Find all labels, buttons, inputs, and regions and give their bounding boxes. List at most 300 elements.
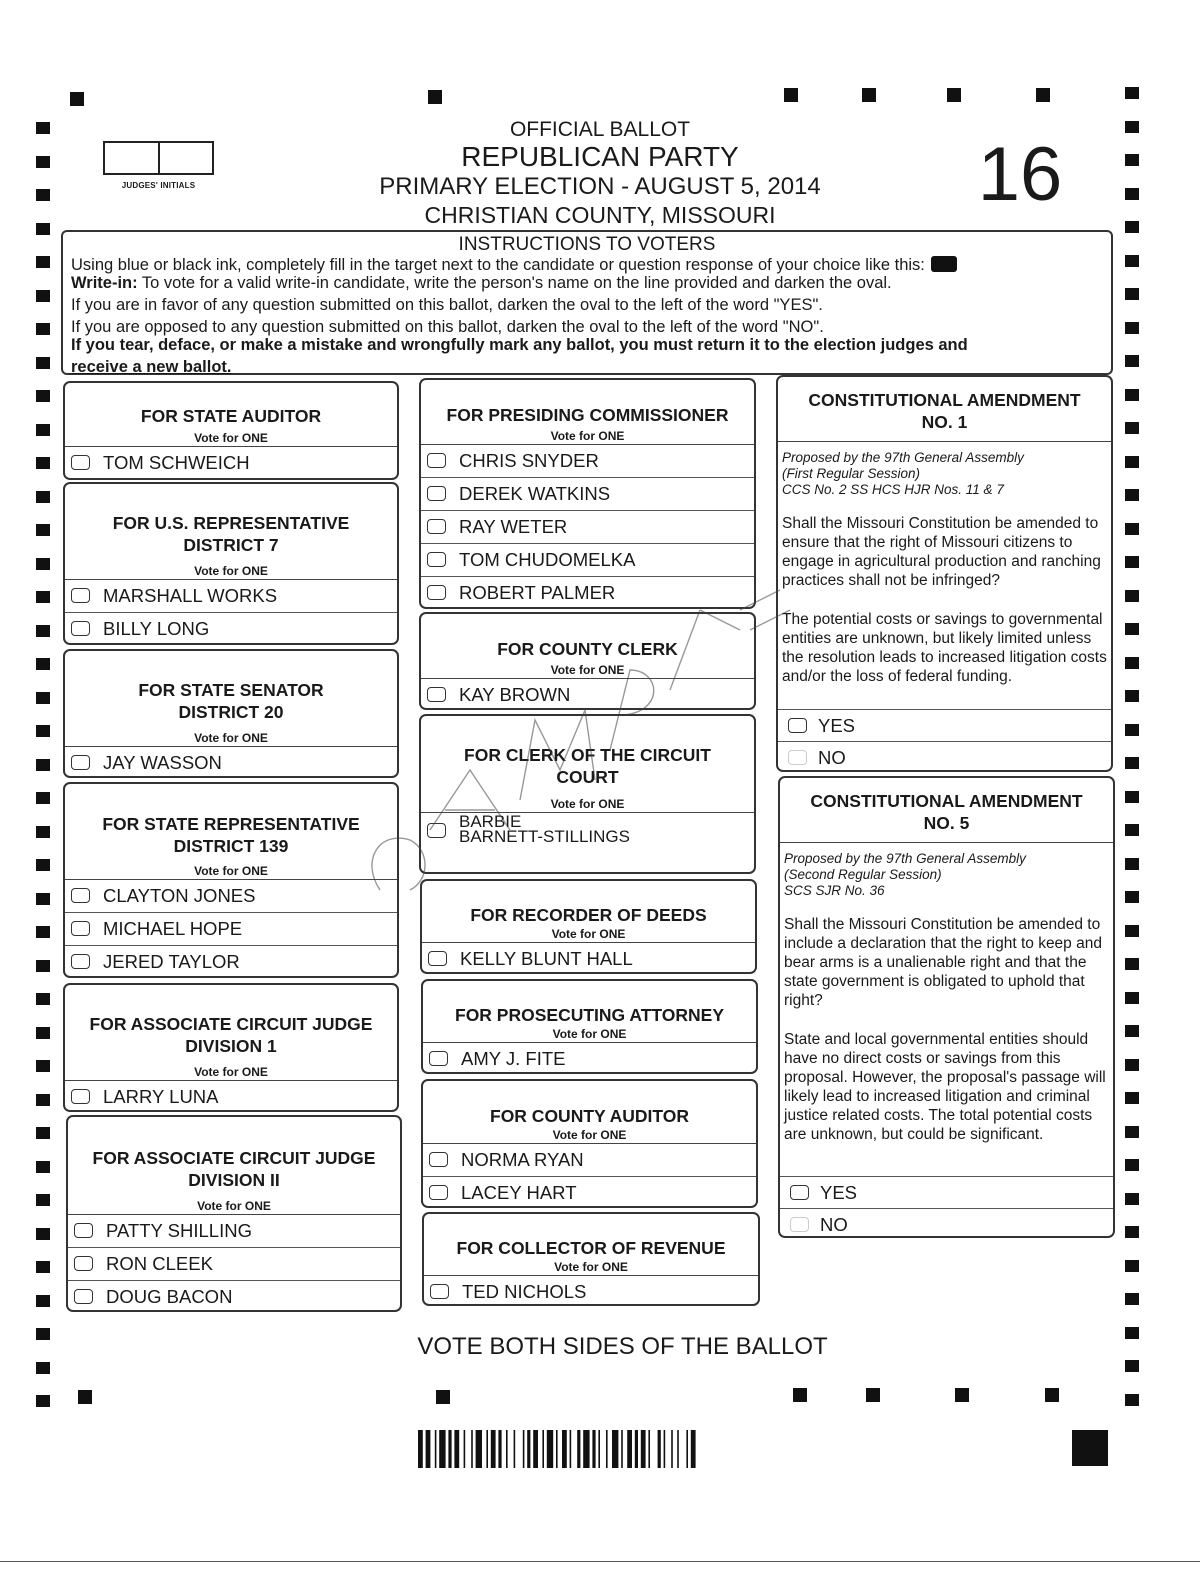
instruction-text: To vote for a valid write-in candidate, write the person's name on the line provided and darken the oval. <box>137 274 892 292</box>
vote-oval[interactable] <box>71 588 90 603</box>
timing-mark <box>1125 724 1139 736</box>
contest-recorder-of-deeds <box>420 879 757 974</box>
timing-mark <box>436 1390 450 1404</box>
candidate-row[interactable] <box>65 946 397 979</box>
candidate-name: BILLY LONG <box>103 618 210 639</box>
candidate-name: AMY J. FITE <box>461 1048 566 1069</box>
choice-yes[interactable] <box>778 709 1111 741</box>
choice-label: NO <box>820 1214 848 1235</box>
candidate-name: KELLY BLUNT HALL <box>460 948 633 969</box>
vote-oval[interactable] <box>790 1185 809 1200</box>
vote-oval[interactable] <box>71 455 90 470</box>
timing-mark <box>1125 891 1139 903</box>
contest-header <box>65 985 397 1081</box>
filled-oval-example <box>931 256 957 272</box>
choice-label: NO <box>818 747 846 768</box>
timing-mark <box>78 1390 92 1404</box>
party-heading: REPUBLICAN PARTY <box>461 141 739 172</box>
timing-mark <box>784 88 798 102</box>
barcode-bar <box>612 1430 618 1468</box>
timing-mark <box>862 88 876 102</box>
barcode-bar <box>606 1430 608 1468</box>
vote-instruction: Vote for ONE <box>550 429 625 443</box>
instruction-line: receive a new ballot. <box>71 358 232 376</box>
vote-oval[interactable] <box>71 1089 90 1104</box>
amendment-title <box>780 790 1113 834</box>
choice-no[interactable] <box>780 1208 1113 1240</box>
amendment-fiscal-note: State and local governmental entities should have no direct costs or savings from this proposal. However, the proposal's passage will likely lead to increased litigation and criminal justice related costs. The total potential costs are unknown, but could be significant. <box>784 1031 1106 1143</box>
amendment-title-line: CONSTITUTIONAL AMENDMENT <box>810 791 1083 811</box>
candidate-name: MICHAEL HOPE <box>103 918 243 939</box>
judges-initials-label: JUDGES' INITIALS <box>121 181 196 190</box>
contest-title-line: DISTRICT 139 <box>173 836 289 856</box>
barcode-bar <box>506 1430 508 1468</box>
contest-header <box>65 484 397 580</box>
timing-mark <box>36 1261 50 1273</box>
election-heading: PRIMARY ELECTION - AUGUST 5, 2014 <box>379 173 821 200</box>
candidate-row[interactable] <box>421 511 754 544</box>
instruction-line: If you are opposed to any question submitted on this ballot, darken the oval to the left of the word "NO". <box>71 318 824 336</box>
timing-mark <box>428 90 442 104</box>
timing-mark <box>1125 1126 1139 1138</box>
barcode-bar <box>498 1430 501 1468</box>
timing-mark <box>36 692 50 704</box>
proposal-line: (First Regular Session) <box>782 466 921 481</box>
instruction-line <box>71 274 892 293</box>
candidate-name-line: BARBIE <box>459 812 522 831</box>
timing-mark <box>1125 322 1139 334</box>
timing-mark <box>1125 657 1139 669</box>
contest-title-line: DIVISION II <box>188 1170 280 1190</box>
barcode-bar <box>658 1430 661 1468</box>
choice-label: YES <box>818 715 856 736</box>
timing-mark <box>1125 1360 1139 1372</box>
amendment-fiscal-note: The potential costs or savings to governmental entities are unknown, but likely limited unless the resolution leads to increased litigation costs and/or the loss of federal funding. <box>782 611 1107 685</box>
candidate-row[interactable] <box>421 577 754 610</box>
barcode-bar <box>677 1430 679 1468</box>
timing-mark <box>1125 1059 1139 1071</box>
vote-oval[interactable] <box>790 1217 809 1232</box>
barcode-bar <box>547 1430 553 1468</box>
timing-mark <box>36 658 50 670</box>
timing-mark <box>1125 456 1139 468</box>
candidate-name: DOUG BACON <box>106 1286 233 1307</box>
vote-oval[interactable] <box>427 453 446 468</box>
candidate-name-line: BARNETT-STILLINGS <box>459 827 630 846</box>
contest-header <box>421 716 754 813</box>
timing-mark <box>1125 422 1139 434</box>
timing-mark <box>36 725 50 737</box>
timing-mark <box>36 1295 50 1307</box>
amendment-body <box>778 442 1111 686</box>
candidate-row[interactable] <box>421 478 754 511</box>
candidate-name: CLAYTON JONES <box>103 885 256 906</box>
contest-title-line: FOR ASSOCIATE CIRCUIT JUDGE <box>92 1148 376 1168</box>
barcode-bar <box>648 1430 650 1468</box>
instruction-line: If you tear, deface, or make a mistake and wrongfully mark any ballot, you must return it to the election judges and <box>71 336 968 354</box>
vote-oval[interactable] <box>74 1289 93 1304</box>
contest-title: FOR COLLECTOR OF REVENUE <box>456 1238 726 1258</box>
vote-instruction: Vote for ONE <box>197 1199 271 1213</box>
contest-title-line: FOR STATE REPRESENTATIVE <box>102 814 360 834</box>
instructions-panel <box>61 230 1113 375</box>
candidate-name: MARSHALL WORKS <box>103 585 278 606</box>
contest-title: FOR STATE AUDITOR <box>140 406 322 426</box>
timing-mark <box>1125 791 1139 803</box>
vote-oval[interactable] <box>430 1284 449 1299</box>
contest-title <box>65 813 397 857</box>
vote-oval[interactable] <box>788 718 807 733</box>
barcode-bar <box>686 1430 688 1468</box>
barcode-bar <box>435 1430 437 1468</box>
candidate-row[interactable] <box>65 1081 397 1114</box>
contest-state-senator <box>63 649 399 778</box>
timing-mark <box>866 1388 880 1402</box>
candidate-name: NORMA RYAN <box>461 1149 584 1170</box>
vote-oval[interactable] <box>71 621 90 636</box>
timing-mark <box>1125 355 1139 367</box>
contest-title-line: FOR STATE SENATOR <box>138 680 324 700</box>
barcode-bar <box>426 1430 431 1468</box>
barcode-bar <box>627 1430 632 1468</box>
contest-title-line: FOR ASSOCIATE CIRCUIT JUDGE <box>89 1014 373 1034</box>
candidate-name: DEREK WATKINS <box>459 483 611 504</box>
instruction-line: If you are in favor of any question submitted on this ballot, darken the oval to the left of the word "YES". <box>71 296 823 314</box>
vote-instruction: Vote for ONE <box>194 564 268 578</box>
vote-oval[interactable] <box>427 585 446 600</box>
timing-mark <box>36 1060 50 1072</box>
barcode-end-mark <box>1072 1430 1108 1466</box>
timing-mark <box>36 591 50 603</box>
barcode-bar <box>691 1430 696 1468</box>
vote-instruction: Vote for ONE <box>550 797 625 811</box>
barcode-bar <box>664 1430 666 1468</box>
timing-mark <box>1125 992 1139 1004</box>
timing-mark <box>36 323 50 335</box>
contest-presiding-commissioner <box>419 378 756 609</box>
vote-oval[interactable] <box>429 1152 448 1167</box>
write-in-label: Write-in: <box>71 274 138 292</box>
contest-title <box>68 1147 400 1191</box>
candidate-row[interactable] <box>422 943 755 976</box>
contest-title <box>65 1013 397 1057</box>
timing-mark <box>1125 523 1139 535</box>
contest-title: FOR PROSECUTING ATTORNEY <box>455 1005 724 1025</box>
barcode-bar <box>454 1430 459 1468</box>
contest-header <box>423 1081 756 1144</box>
contest-header <box>422 881 755 943</box>
barcode-bar <box>464 1430 466 1468</box>
candidate-row[interactable] <box>424 1276 758 1309</box>
timing-mark <box>36 558 50 570</box>
contest-associate-circuit-judge-1 <box>63 983 399 1112</box>
barcode-bar <box>556 1430 558 1468</box>
timing-mark <box>36 1027 50 1039</box>
contest-title-line: DISTRICT 7 <box>183 535 279 555</box>
barcode-bar <box>635 1430 638 1468</box>
candidate-name: CHRIS SNYDER <box>459 450 599 471</box>
timing-mark <box>36 993 50 1005</box>
proposal-line: Proposed by the 97th General Assembly <box>784 851 1026 866</box>
vote-instruction: Vote for ONE <box>551 927 626 941</box>
timing-mark <box>36 893 50 905</box>
barcode-bar <box>671 1430 673 1468</box>
timing-mark <box>1125 1193 1139 1205</box>
timing-mark <box>793 1388 807 1402</box>
candidate-name: JERED TAYLOR <box>103 951 240 972</box>
barcode-bar <box>598 1430 600 1468</box>
vote-oval[interactable] <box>71 888 90 903</box>
timing-mark <box>1125 824 1139 836</box>
vote-instruction: Vote for ONE <box>194 1065 268 1079</box>
candidate-row[interactable] <box>68 1215 400 1248</box>
candidate-row[interactable] <box>421 544 754 577</box>
timing-mark <box>1125 255 1139 267</box>
amendment-header <box>778 377 1111 442</box>
vote-instruction: Vote for ONE <box>194 431 268 445</box>
ballot-number: 16 <box>977 132 1063 217</box>
vote-oval[interactable] <box>427 687 446 702</box>
timing-mark <box>36 926 50 938</box>
vote-oval[interactable] <box>71 954 90 969</box>
amendment-proposal <box>784 851 1109 899</box>
amendment-title <box>778 389 1111 433</box>
timing-mark <box>1125 1293 1139 1305</box>
timing-mark <box>70 92 84 106</box>
contest-header <box>421 614 754 679</box>
barcode-bar <box>471 1430 473 1468</box>
amendment-proposal <box>782 450 1107 498</box>
timing-mark <box>1125 87 1139 99</box>
timing-mark <box>1125 556 1139 568</box>
vote-oval[interactable] <box>429 1185 448 1200</box>
contest-title <box>65 679 397 723</box>
timing-mark <box>36 1395 50 1407</box>
candidate-row[interactable] <box>65 613 397 646</box>
barcode-bar <box>514 1430 516 1468</box>
barcode <box>418 1430 911 1468</box>
contest-county-auditor <box>421 1079 758 1208</box>
amendment-title-line: CONSTITUTIONAL AMENDMENT <box>808 390 1081 410</box>
contest-header <box>65 651 397 747</box>
contest-title-line: FOR CLERK OF THE CIRCUIT <box>464 745 711 765</box>
barcode-bar <box>527 1430 530 1468</box>
contest-header <box>65 784 397 880</box>
instructions-title: INSTRUCTIONS TO VOTERS <box>458 234 716 255</box>
timing-mark <box>36 826 50 838</box>
contest-title-line: COURT <box>556 767 619 787</box>
vote-oval[interactable] <box>71 755 90 770</box>
proposal-line: SCS SJR No. 36 <box>784 883 885 898</box>
candidate-row[interactable] <box>421 445 754 478</box>
candidate-name: KAY BROWN <box>459 684 571 705</box>
amendment-question: Shall the Missouri Constitution be amended to ensure that the right of Missouri citizens to engage in agricultural production and ranching practices shall not be infringed? <box>782 515 1101 589</box>
timing-mark <box>1125 623 1139 635</box>
contest-circuit-clerk <box>419 714 756 874</box>
choice-yes[interactable] <box>780 1176 1113 1208</box>
contest-title: FOR COUNTY AUDITOR <box>490 1106 689 1126</box>
vote-instruction: Vote for ONE <box>552 1128 627 1142</box>
barcode-bar <box>621 1430 623 1468</box>
vote-oval[interactable] <box>427 486 446 501</box>
timing-mark <box>1125 1260 1139 1272</box>
timing-mark <box>1125 389 1139 401</box>
timing-mark <box>955 1388 969 1402</box>
vote-oval[interactable] <box>428 951 447 966</box>
candidate-name: LACEY HART <box>461 1182 577 1203</box>
vote-oval[interactable] <box>71 921 90 936</box>
proposal-line: (Second Regular Session) <box>784 867 942 882</box>
candidate-row[interactable] <box>65 580 397 613</box>
barcode-bar <box>476 1430 482 1468</box>
barcode-bar <box>592 1430 595 1468</box>
proposal-line: CCS No. 2 SS HCS HJR Nos. 11 & 7 <box>782 482 1004 497</box>
candidate-name: ROBERT PALMER <box>459 582 616 603</box>
timing-mark <box>1125 858 1139 870</box>
contest-header <box>423 981 756 1043</box>
barcode-bar <box>583 1430 589 1468</box>
contest-prosecuting-attorney <box>421 979 758 1074</box>
timing-mark <box>1125 1159 1139 1171</box>
barcode-bar <box>577 1430 580 1468</box>
vote-oval[interactable] <box>788 750 807 765</box>
timing-mark <box>1125 1394 1139 1406</box>
barcode-bar <box>562 1430 567 1468</box>
choice-no[interactable] <box>778 741 1111 773</box>
timing-mark <box>36 1094 50 1106</box>
candidate-row[interactable] <box>423 1043 756 1076</box>
candidate-name: TOM CHUDOMELKA <box>459 549 636 570</box>
barcode-bar <box>418 1430 423 1468</box>
contest-title-line: DISTRICT 20 <box>178 702 284 722</box>
candidate-name <box>459 814 630 844</box>
barcode-bar <box>533 1430 538 1468</box>
contest-header <box>424 1214 758 1276</box>
county-heading: CHRISTIAN COUNTY, MISSOURI <box>424 202 776 228</box>
vote-instruction: Vote for ONE <box>194 864 268 878</box>
timing-mark <box>1125 489 1139 501</box>
timing-mark <box>36 1362 50 1374</box>
timing-mark <box>36 491 50 503</box>
constitutional-amendment-1 <box>776 375 1113 772</box>
timing-mark <box>36 424 50 436</box>
page-edge-line <box>0 1561 1200 1562</box>
barcode-bar <box>486 1430 488 1468</box>
timing-mark <box>36 1228 50 1240</box>
barcode-bar <box>641 1430 646 1468</box>
timing-mark <box>36 256 50 268</box>
timing-mark <box>36 524 50 536</box>
contest-county-clerk <box>419 612 756 710</box>
timing-mark <box>1125 757 1139 769</box>
timing-mark <box>36 357 50 369</box>
candidate-row[interactable] <box>65 913 397 946</box>
candidate-row[interactable] <box>68 1281 400 1314</box>
candidate-row[interactable] <box>68 1248 400 1281</box>
amendment-header <box>780 778 1113 843</box>
candidate-name: LARRY LUNA <box>103 1086 219 1107</box>
amendment-question: Shall the Missouri Constitution be amended to include a declaration that the right to keep and bear arms is a unalienable right and that the state government is obligated to uphold that right? <box>784 916 1102 1009</box>
candidate-row[interactable] <box>65 880 397 913</box>
contest-title-line: FOR U.S. REPRESENTATIVE <box>112 513 350 533</box>
timing-mark <box>1125 590 1139 602</box>
timing-mark <box>36 625 50 637</box>
vote-oval[interactable] <box>427 823 446 838</box>
vote-instruction: Vote for ONE <box>554 1260 628 1274</box>
timing-mark <box>36 759 50 771</box>
timing-mark <box>36 1161 50 1173</box>
vote-oval[interactable] <box>74 1223 93 1238</box>
timing-mark <box>36 1127 50 1139</box>
candidate-name: TED NICHOLS <box>462 1281 587 1302</box>
contest-header <box>421 380 754 445</box>
candidate-row[interactable] <box>421 813 754 853</box>
barcode-bar <box>491 1430 496 1468</box>
timing-mark <box>947 88 961 102</box>
candidate-name: PATTY SHILLING <box>106 1220 252 1241</box>
barcode-bar <box>439 1430 445 1468</box>
barcode-bar <box>448 1430 451 1468</box>
contest-title-line: DIVISION 1 <box>185 1036 277 1056</box>
vote-instruction: Vote for ONE <box>550 663 625 677</box>
timing-mark <box>1125 690 1139 702</box>
contest-state-representative <box>63 782 399 978</box>
constitutional-amendment-5 <box>778 776 1115 1238</box>
vote-oval[interactable] <box>427 519 446 534</box>
instruction-line <box>71 256 957 275</box>
contest-title <box>421 744 754 788</box>
timing-mark <box>36 960 50 972</box>
contest-title: FOR PRESIDING COMMISSIONER <box>446 405 729 425</box>
contest-collector-of-revenue <box>422 1212 760 1306</box>
candidate-row[interactable] <box>65 447 397 480</box>
timing-mark <box>36 457 50 469</box>
proposal-line: Proposed by the 97th General Assembly <box>782 450 1024 465</box>
instruction-text: Using blue or black ink, completely fill in the target next to the candidate or question response of your choice like this: <box>71 256 925 274</box>
candidate-row[interactable] <box>423 1144 756 1177</box>
candidate-row[interactable] <box>65 747 397 780</box>
contest-title: FOR COUNTY CLERK <box>497 639 678 659</box>
candidate-row[interactable] <box>421 679 754 712</box>
timing-mark <box>1125 1092 1139 1104</box>
timing-mark <box>1036 88 1050 102</box>
contest-header <box>68 1117 400 1215</box>
amendment-title-line: NO. 5 <box>923 813 970 833</box>
candidate-name: RAY WETER <box>459 516 568 537</box>
barcode-bar <box>523 1430 525 1468</box>
contest-title <box>65 512 397 556</box>
amendment-title-line: NO. 1 <box>921 412 968 432</box>
contest-associate-circuit-judge-2 <box>66 1115 402 1312</box>
ballot-heading: OFFICIAL BALLOT <box>509 118 691 141</box>
contest-state-auditor <box>63 381 399 480</box>
contest-header <box>65 383 397 447</box>
timing-mark <box>36 859 50 871</box>
vote-instruction: Vote for ONE <box>552 1027 627 1041</box>
candidate-name: RON CLEEK <box>106 1253 213 1274</box>
candidate-row[interactable] <box>423 1177 756 1210</box>
barcode-bar <box>542 1430 544 1468</box>
contest-us-representative <box>63 482 399 645</box>
vote-oval[interactable] <box>427 552 446 567</box>
contest-title: FOR RECORDER OF DEEDS <box>470 905 707 925</box>
vote-oval[interactable] <box>429 1051 448 1066</box>
vote-instruction: Vote for ONE <box>194 731 268 745</box>
timing-mark <box>36 390 50 402</box>
vote-oval[interactable] <box>74 1256 93 1271</box>
timing-mark <box>1125 1226 1139 1238</box>
candidate-name: JAY WASSON <box>103 752 222 773</box>
